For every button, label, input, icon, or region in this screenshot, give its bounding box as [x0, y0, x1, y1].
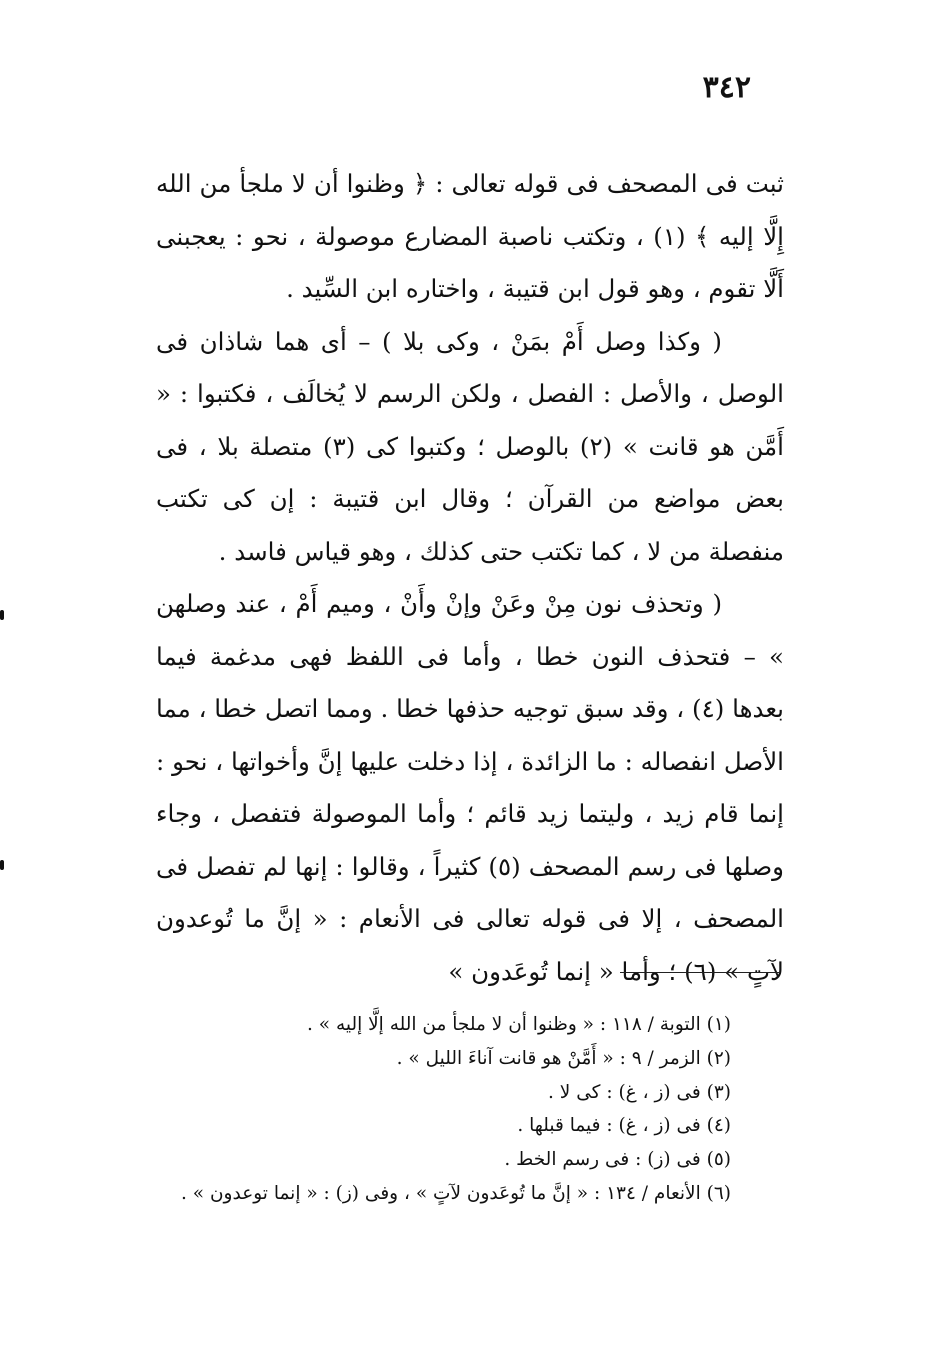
footnote: (٤) فى (ز ، غ) : فيما قبلها . — [517, 1115, 731, 1137]
scan-edge-mark — [0, 860, 4, 870]
paragraph: ثبت فى المصحف فى قوله تعالى : ﴿ وظنوا أن لا ملجأ من الله إِلَّا إليه ﴾ (١) ، وتكتب ناصبة المضارع موصولة ، نحو : يعجبنى أَلَّا تقوم ، وهو قول ابن قتيبة ، واختاره ابن السِّيد . — [156, 169, 784, 303]
paragraph: ( وكذا وصل أَمْ بمَنْ ، وكى بلا ) – أى هما شاذان فى الوصل ، والأصل : الفصل ، ولكن الرسم لا يُخالَف ، فكتبوا : « أَمَّن هو قانت » (٢) بالوصل ؛ وكتبوا كى (٣) متصلة بلا ، فى بعض مواضع من القرآن ؛ وقال ابن قتيبة : إن كى تكتب منفصلة من لا ، كما تكتب حتى كذلك ، وهو قياس فاسد . — [156, 326, 784, 566]
footnotes — [131, 1008, 731, 1211]
footnote: (٦) الأنعام / ١٣٤ : « إنَّ ما تُوعَدون لآتٍ » ، وفى (ز) : « إنما توعدون » . — [181, 1182, 731, 1204]
main-text — [156, 158, 784, 998]
footnote: (٣) فى (ز ، غ) : كى لا . — [548, 1081, 731, 1103]
footnote: (٢) الزمر / ٩ : « أَمَّنْ هو قانت آناءَ الليل » . — [396, 1047, 731, 1069]
paragraph: ( وتحذف نون مِنْ وعَنْ وإنْ وأَنْ ، وميم أَمْ ، عند وصلهن » – فتحذف النون خطا ، وأما فى اللفظ فهى مدغمة فيما بعدها (٤) ، وقد سبق توجيه حذفها خطا . ومما اتصل خطا ، مما الأصل انفصاله : ما الزائدة ، إذا دخلت عليها إنَّ وأخواتها ، نحو : إنما قام زيد ، وليتما زيد قائم ؛ وأما الموصولة فتفصل ، وجاء وصلها فى رسم المصحف (٥) كثيراً ، وقالوا : إنها لم تفصل فى المصحف ، إلا فى قوله تعالى فى الأنعام : « إنَّ ما تُوعدون لآتٍ » (٦) ؛ وأما « إنما تُوعَدون » — [156, 589, 784, 986]
footnote: (٥) فى (ز) : فى رسم الخط . — [504, 1149, 731, 1171]
scan-edge-mark — [0, 610, 4, 620]
footnote: (١) التوبة / ١١٨ : « وظنوا أن لا ملجأ من الله إلَّا إليه » . — [307, 1014, 731, 1035]
footnote-divider — [620, 972, 780, 973]
page-number: ٣٤٢ — [702, 70, 751, 105]
